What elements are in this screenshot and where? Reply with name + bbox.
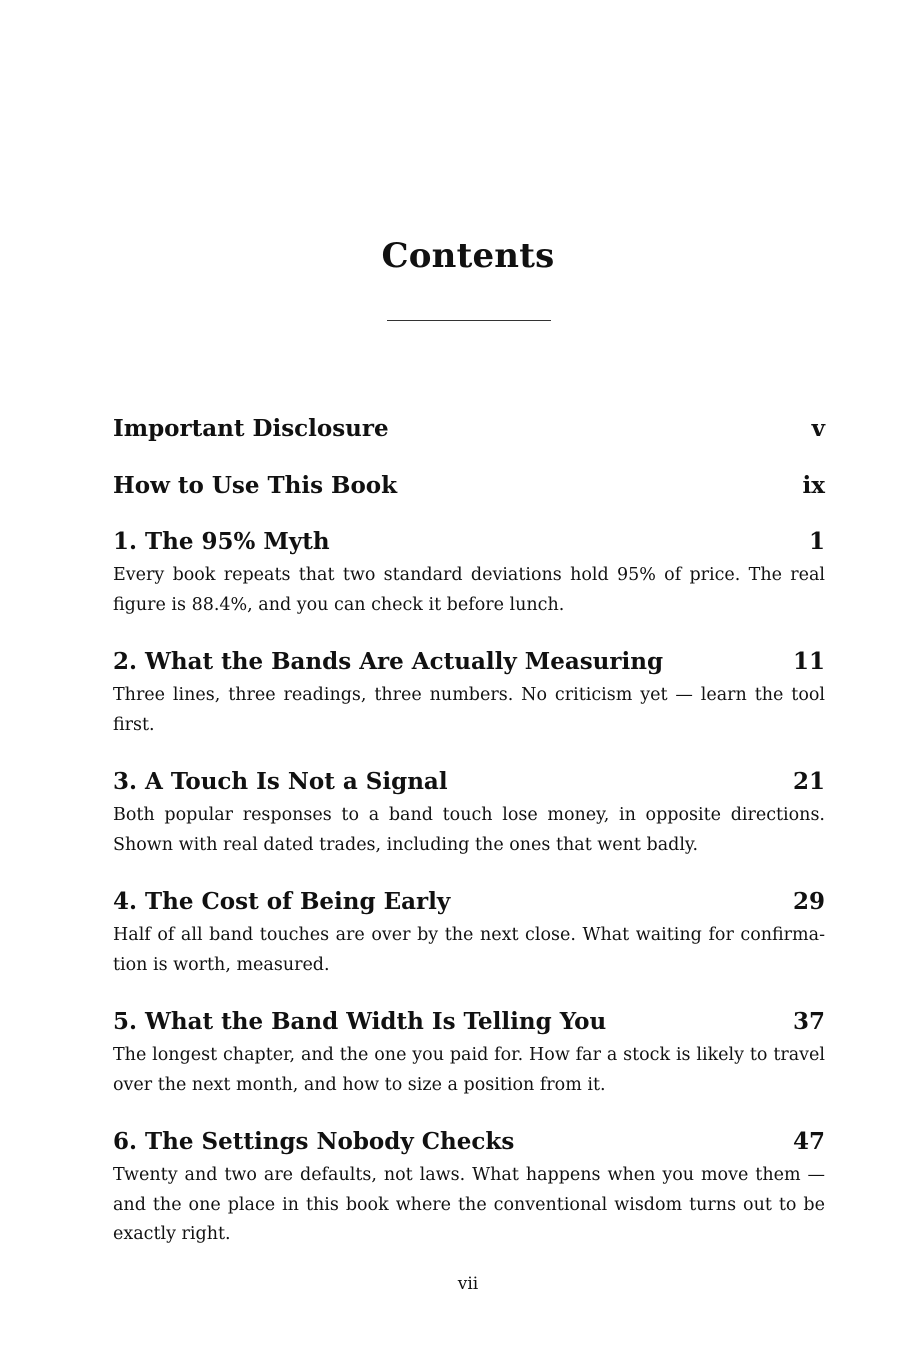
toc-entry-page: v	[811, 415, 825, 442]
toc-entry-chapter-1[interactable]	[113, 527, 825, 620]
toc-entry-title: How to Use This Book	[113, 472, 398, 499]
toc-entry-page: 37	[792, 1008, 825, 1035]
toc-entry-page: ix	[802, 472, 825, 499]
toc-entry-heading	[113, 471, 825, 501]
toc-entry-description: Half of all band touches are over by the next close. What waiting for confirmation is worth, measured.	[113, 925, 825, 975]
toc-entry-heading	[113, 527, 825, 557]
toc-entry-description: Both popular responses to a band touch lose money, in opposite directions. Shown with real dated trades, including the ones that went badly.	[113, 805, 825, 855]
toc-entry-heading	[113, 887, 825, 917]
toc-entry-title: 2. What the Bands Are Actually Measuring	[113, 648, 664, 675]
toc-entry-title: Important Disclosure	[113, 415, 389, 442]
page-title: Contents	[381, 236, 555, 276]
toc-entry-page: 1	[808, 528, 825, 555]
toc-entry-chapter-3[interactable]	[113, 767, 825, 860]
toc-entry-how-to-use[interactable]	[113, 471, 825, 501]
toc-entry-page: 47	[792, 1128, 825, 1155]
toc-entry-title: 6. The Settings Nobody Checks	[113, 1128, 515, 1155]
page-number: vii	[457, 1274, 479, 1294]
toc-entry-description: Three lines, three readings, three numbers. No criticism yet — learn the tool first.	[113, 685, 825, 735]
toc-entry-page: 29	[792, 888, 825, 915]
toc-entry-description: Twenty and two are defaults, not laws. What happens when you move them — and the one place in this book where the conventional wisdom turns out to be exactly right.	[113, 1165, 825, 1244]
toc-entry-description: The longest chapter, and the one you paid for. How far a stock is likely to travel over the next month, and how to size a position from it.	[113, 1045, 825, 1095]
toc-entry-chapter-5[interactable]	[113, 1007, 825, 1100]
toc-entry-chapter-2[interactable]	[113, 647, 825, 740]
toc-entry-description: Every book repeats that two standard deviations hold 95% of price. The real figure is 88.4%, and you can check it before lunch.	[113, 565, 825, 615]
toc-entry-heading	[113, 414, 825, 444]
toc-entry-heading	[113, 1007, 825, 1037]
toc-entry-chapter-4[interactable]	[113, 887, 825, 980]
toc-entry-heading	[113, 647, 825, 677]
toc-entry-title: 1. The 95% Myth	[113, 528, 330, 555]
toc-entry-page: 11	[792, 648, 825, 675]
toc-entry-page: 21	[792, 768, 825, 795]
toc-entry-title: 3. A Touch Is Not a Signal	[113, 768, 448, 795]
toc-entry-title: 4. The Cost of Being Early	[113, 888, 451, 915]
title-divider	[387, 320, 551, 321]
toc-entry-title: 5. What the Band Width Is Telling You	[113, 1008, 607, 1035]
toc-entry-heading	[113, 767, 825, 797]
toc-entry-heading	[113, 1127, 825, 1157]
toc-entry-important-disclosure[interactable]	[113, 414, 825, 444]
toc-entry-chapter-6[interactable]	[113, 1127, 825, 1250]
